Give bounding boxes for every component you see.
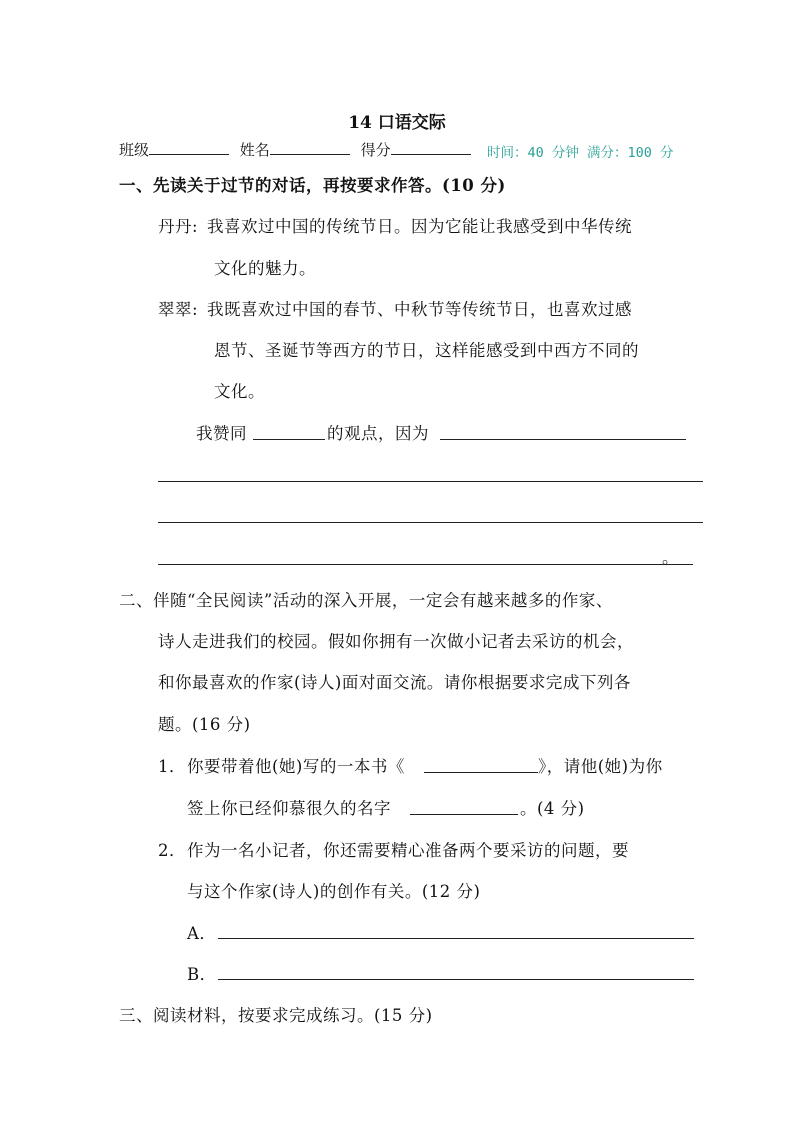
header-row bbox=[119, 139, 471, 160]
option-b-label: B． bbox=[187, 965, 217, 984]
speaker2-line2: 恩节、圣诞节等西方的节日，这样能感受到中西方不同的 bbox=[214, 341, 639, 360]
q1-line2-part2: 。(4 分) bbox=[520, 799, 585, 818]
speaker1-name: 丹丹: bbox=[158, 217, 199, 236]
option-a-blank[interactable] bbox=[218, 938, 694, 939]
section2-heading-line2: 诗人走进我们的校园。假如你拥有一次做小记者去采访的机会， bbox=[158, 632, 634, 651]
name-blank[interactable] bbox=[270, 140, 350, 155]
section2-heading-line4: 题。(16 分) bbox=[158, 715, 251, 734]
reason-blank-4[interactable] bbox=[158, 564, 693, 565]
section2-heading-line1: 二、伴随“全民阅读”活动的深入开展，一定会有越来越多的作家、 bbox=[119, 591, 613, 610]
speaker2-line3: 文化。 bbox=[214, 382, 265, 401]
score-label: 得分 bbox=[360, 141, 391, 159]
name-signature-blank[interactable] bbox=[410, 814, 518, 815]
speaker2-name: 翠翠: bbox=[158, 300, 199, 319]
name-label: 姓名 bbox=[239, 141, 270, 159]
speaker1-line2: 文化的魅力。 bbox=[214, 259, 316, 278]
speaker1-line1: 我喜欢过中国的传统节日。因为它能让我感受到中华传统 bbox=[207, 217, 632, 236]
score-blank[interactable] bbox=[391, 140, 471, 155]
reason-blank-3[interactable] bbox=[158, 522, 703, 523]
page-title: 14 口语交际 bbox=[348, 113, 446, 133]
section3-heading: 三、阅读材料，按要求完成练习。(15 分) bbox=[119, 1006, 433, 1025]
agree-person-blank[interactable] bbox=[253, 439, 325, 440]
section2-heading-line3: 和你最喜欢的作家(诗人)面对面交流。请你根据要求完成下列各 bbox=[158, 673, 631, 692]
option-b-blank[interactable] bbox=[218, 979, 694, 980]
speaker2-line1: 我既喜欢过中国的春节、中秋节等传统节日，也喜欢过感 bbox=[207, 300, 632, 319]
q1-line2-part1: 签上你已经仰慕很久的名字 bbox=[187, 799, 391, 818]
q1-number: 1． bbox=[158, 757, 186, 776]
reason-blank-1[interactable] bbox=[440, 439, 686, 440]
class-blank[interactable] bbox=[149, 140, 229, 155]
reason-end-period: 。 bbox=[662, 548, 679, 567]
q1-text-part1: 你要带着他(她)写的一本书《 bbox=[187, 757, 405, 776]
book-title-blank[interactable] bbox=[424, 772, 538, 773]
q1-text-part2: 》，请他(她)为你 bbox=[538, 757, 663, 776]
agree-prompt-label: 我赞同 bbox=[196, 424, 247, 443]
q2-line1: 作为一名小记者，你还需要精心准备两个要采访的问题，要 bbox=[187, 841, 629, 860]
time-info: 时间：40 分钟 满分：100 分 bbox=[487, 145, 674, 161]
section1-heading: 一、先读关于过节的对话，再按要求作答。(10 分) bbox=[119, 176, 506, 195]
class-label: 班级 bbox=[119, 141, 150, 159]
q2-line2: 与这个作家(诗人)的创作有关。(12 分) bbox=[187, 882, 481, 901]
reason-blank-2[interactable] bbox=[158, 481, 703, 482]
agree-prompt-reason: 的观点，因为 bbox=[327, 424, 429, 443]
option-a-label: A． bbox=[187, 924, 217, 943]
q2-number: 2． bbox=[158, 841, 186, 860]
